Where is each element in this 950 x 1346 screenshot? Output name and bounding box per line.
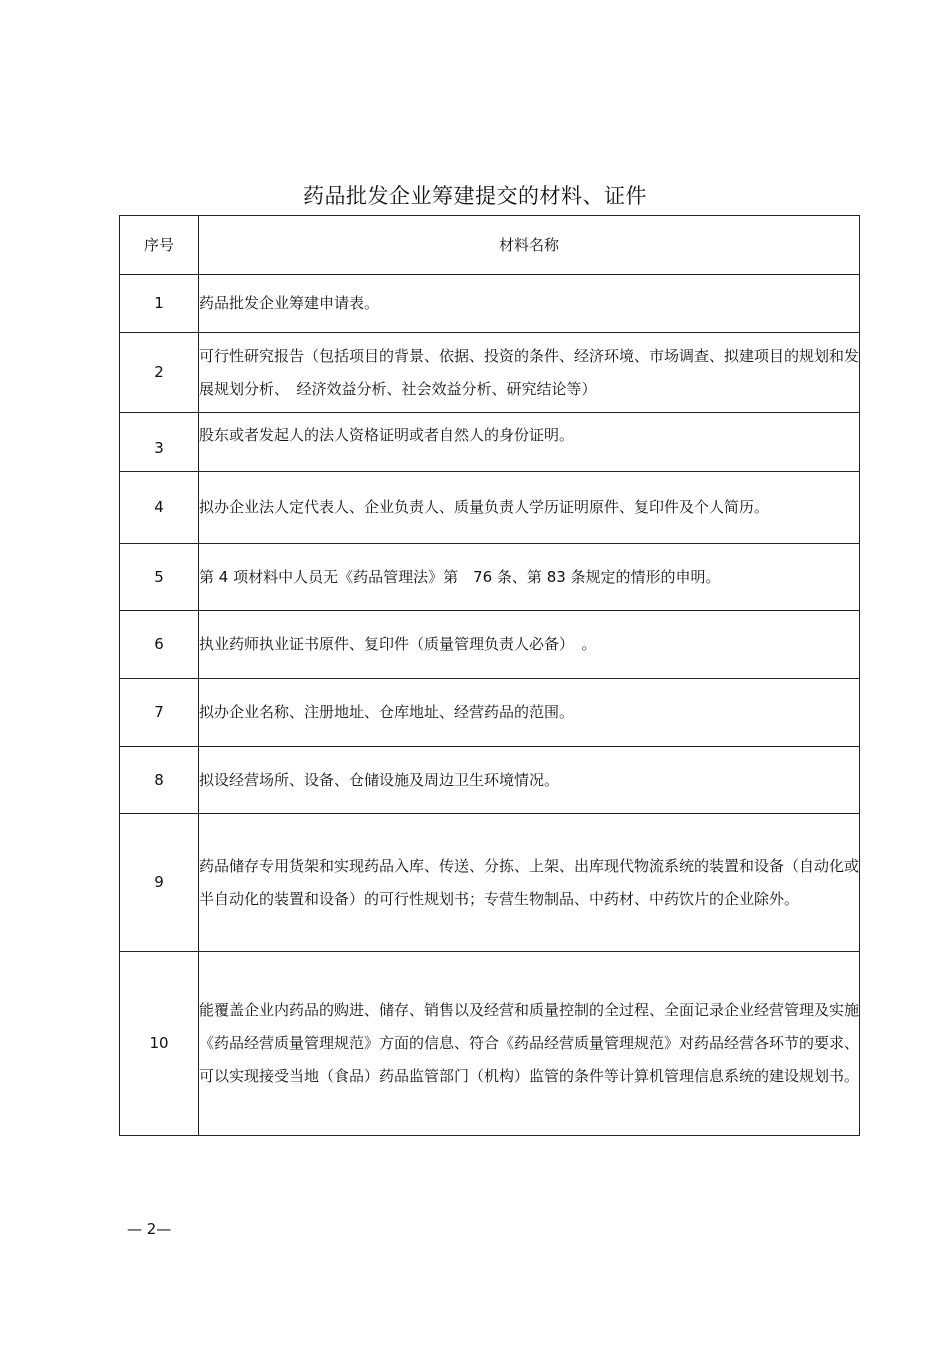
table-row xyxy=(120,413,860,472)
page-number: — 2— xyxy=(127,1220,172,1238)
row-material: 可行性研究报告（包括项目的背景、依据、投资的条件、经济环境、市场调查、拟建项目的规划和发展规划分析、 经济效益分析、社会效益分析、研究结论等） xyxy=(199,333,860,413)
row-number: 10 xyxy=(120,952,199,1136)
row-number: 6 xyxy=(120,611,199,679)
row-material: 第 4 项材料中人员无《药品管理法》第 76 条、第 83 条规定的情形的申明。 xyxy=(199,544,860,611)
row-material: 股东或者发起人的法人资格证明或者自然人的身份证明。 xyxy=(199,413,860,472)
row-material: 能覆盖企业内药品的购进、储存、销售以及经营和质量控制的全过程、全面记录企业经营管理及实施《药品经营质量管理规范》方面的信息、符合《药品经营质量管理规范》对药品经营各环节的要求、可以实现接受当地（食品）药品监管部门（机构）监管的条件等计算机管理信息系统的建设规划书。 xyxy=(199,952,860,1136)
table-row xyxy=(120,275,860,333)
materials-table xyxy=(119,215,860,1136)
row-number: 1 xyxy=(120,275,199,333)
row-material: 拟办企业名称、注册地址、仓库地址、经营药品的范围。 xyxy=(199,679,860,747)
table-row xyxy=(120,333,860,413)
row-material: 执业药师执业证书原件、复印件（质量管理负责人必备） 。 xyxy=(199,611,860,679)
table-header-row xyxy=(120,216,860,275)
row-material: 拟办企业法人定代表人、企业负责人、质量负责人学历证明原件、复印件及个人简历。 xyxy=(199,472,860,544)
table-row xyxy=(120,472,860,544)
table-row xyxy=(120,747,860,814)
row-number: 8 xyxy=(120,747,199,814)
table-row xyxy=(120,544,860,611)
row-material: 拟设经营场所、设备、仓储设施及周边卫生环境情况。 xyxy=(199,747,860,814)
row-material: 药品储存专用货架和实现药品入库、传送、分拣、上架、出库现代物流系统的装置和设备（自动化或半自动化的装置和设备）的可行性规划书；专营生物制品、中药材、中药饮片的企业除外。 xyxy=(199,814,860,952)
table-row xyxy=(120,814,860,952)
table-row xyxy=(120,611,860,679)
document-title: 药品批发企业筹建提交的材料、证件 xyxy=(303,184,647,208)
table-row xyxy=(120,679,860,747)
table-row xyxy=(120,952,860,1136)
row-number: 3 xyxy=(120,413,199,472)
row-number: 5 xyxy=(120,544,199,611)
row-number: 4 xyxy=(120,472,199,544)
row-material: 药品批发企业筹建申请表。 xyxy=(199,275,860,333)
header-number: 序号 xyxy=(120,216,199,275)
header-name: 材料名称 xyxy=(199,216,860,275)
row-number: 7 xyxy=(120,679,199,747)
row-number: 9 xyxy=(120,814,199,952)
row-number: 2 xyxy=(120,333,199,413)
